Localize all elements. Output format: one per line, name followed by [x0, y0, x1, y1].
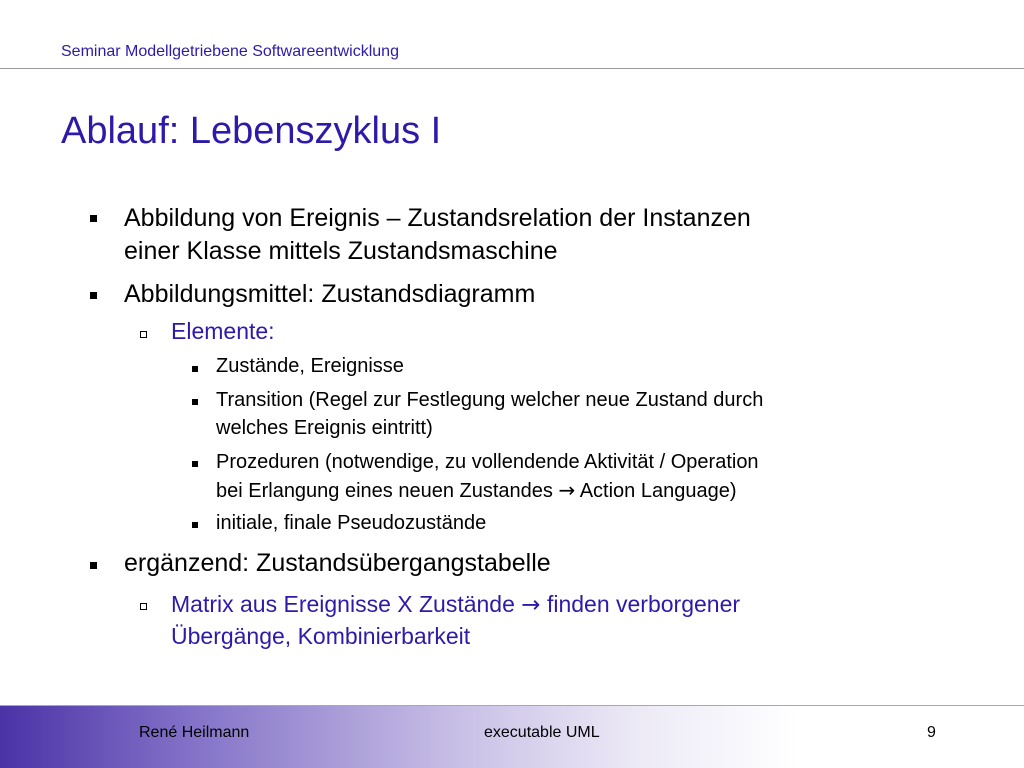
- bullet-small-square-icon: [192, 461, 198, 467]
- list-item: [216, 352, 404, 380]
- arrow-right-icon: →: [521, 592, 541, 618]
- bullet-small-square-icon: [192, 366, 198, 372]
- header-title: Seminar Modellgetriebene Softwareentwicklung: [61, 43, 399, 60]
- bullet-square-icon: [90, 292, 97, 299]
- list-item-text: bei Erlangung eines neuen Zustandes: [216, 480, 553, 502]
- list-item: [216, 509, 486, 537]
- list-item-line: ergänzend: Zustandsübergangstabelle: [124, 549, 551, 577]
- bullet-small-square-icon: [192, 522, 198, 528]
- header-divider: [0, 68, 1024, 69]
- list-item: [171, 589, 971, 652]
- list-item-line: Elemente:: [171, 318, 275, 344]
- list-item-line: [171, 589, 971, 621]
- list-item-line: Abbildungsmittel: Zustandsdiagramm: [124, 280, 536, 308]
- list-item-text: Matrix aus Ereignisse X Zustände: [171, 591, 515, 617]
- list-item: [124, 202, 944, 268]
- footer-topic: executable UML: [484, 724, 600, 741]
- list-item: [171, 316, 275, 347]
- footer-page-number: 9: [927, 724, 936, 741]
- list-item-line: einer Klasse mittels Zustandsmaschine: [124, 237, 558, 265]
- list-item-line: Prozeduren (notwendige, zu vollendende Aktivität / Operation: [216, 451, 759, 473]
- arrow-right-icon: →: [558, 478, 576, 502]
- slide-title: Ablauf: Lebenszyklus I: [61, 110, 442, 152]
- list-item-line: initiale, finale Pseudozustände: [216, 512, 487, 534]
- bullet-hollow-square-icon: [140, 331, 147, 338]
- list-item-line: Abbildung von Ereignis – Zustandsrelation der Instanzen: [124, 204, 751, 232]
- list-item: [124, 278, 535, 311]
- list-item: [216, 448, 976, 505]
- list-item-line: Transition (Regel zur Festlegung welcher neue Zustand durch: [216, 389, 764, 411]
- list-item: [216, 386, 976, 442]
- bullet-square-icon: [90, 562, 97, 569]
- list-item-line: Übergänge, Kombinierbarkeit: [171, 623, 471, 649]
- bullet-small-square-icon: [192, 399, 198, 405]
- list-item-line: Zustände, Ereignisse: [216, 355, 404, 377]
- list-item-text: Action Language): [579, 480, 737, 502]
- list-item-text: finden verborgener: [546, 591, 741, 617]
- list-item: [124, 547, 551, 580]
- footer-author: René Heilmann: [139, 724, 250, 741]
- bullet-hollow-square-icon: [140, 603, 147, 610]
- list-item-line: [216, 476, 976, 505]
- list-item-line: welches Ereignis eintritt): [216, 417, 433, 439]
- footer-divider: [0, 705, 1024, 706]
- bullet-square-icon: [90, 215, 97, 222]
